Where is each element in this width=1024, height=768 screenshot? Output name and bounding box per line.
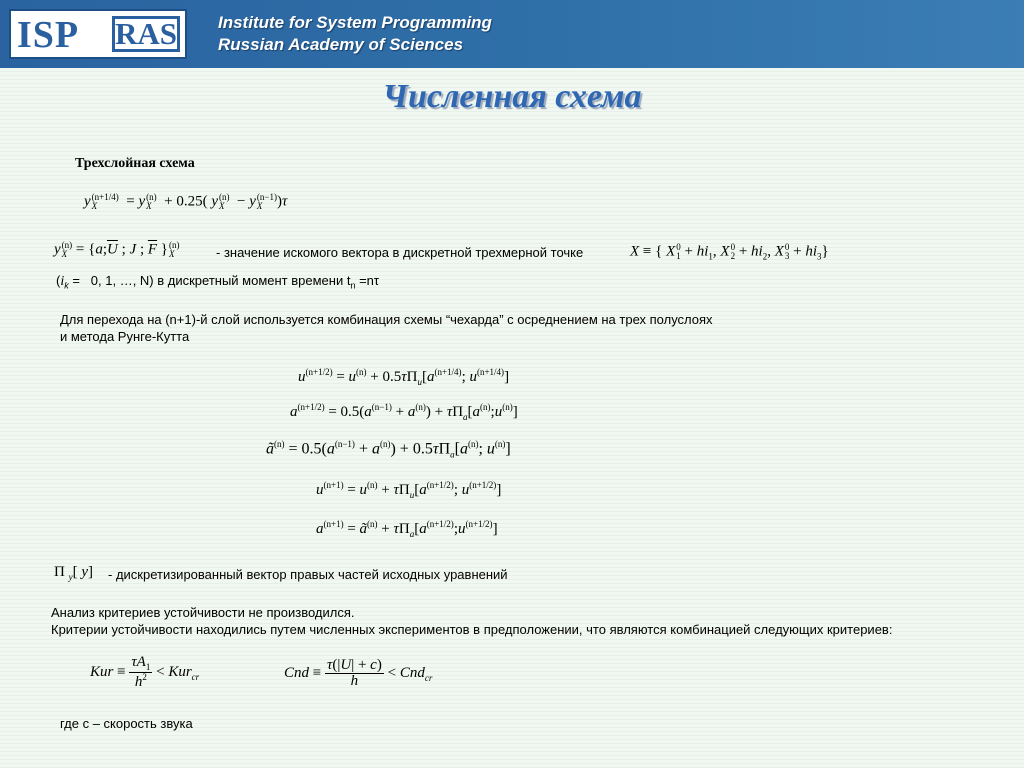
formula-kur-criterion: Kur ≡ $\frac{\tau A_1}{h^2}$ < Kur$_{cr}$ bbox=[90, 654, 200, 690]
formula-three-layer: y (n+1/4) X = y (n) X + 0.25( y (n) X − y (n−1) X )τ bbox=[84, 192, 288, 211]
stability-note-line1: Анализ критериев устойчивости не производился. bbox=[51, 605, 355, 620]
index-open-paren: ( bbox=[56, 273, 61, 288]
logo-ras-text: RAS bbox=[112, 16, 180, 52]
isp-ras-logo bbox=[9, 9, 187, 59]
formula-pi-operator: Π $_y$[ y] bbox=[54, 564, 94, 582]
academy-name: Russian Academy of Sciences bbox=[218, 35, 464, 54]
index-range-text: 0, 1, …, N) в дискретный момент времени t bbox=[90, 273, 351, 288]
time-equation: =nτ bbox=[355, 273, 380, 288]
slide-title: Численная схема bbox=[382, 78, 642, 115]
institute-name: Institute for System Programming bbox=[218, 13, 492, 32]
scheme-description-line1: Для перехода на (n+1)-й слой используется комбинация схемы “чехарда” с осреднением на трех полуслоях bbox=[60, 312, 713, 327]
vector-description: - значение искомого вектора в дискретной трехмерной точке bbox=[216, 245, 584, 260]
section-heading: Трехслойная схема bbox=[75, 156, 195, 171]
stability-note-line2: Критерии устойчивости находились путем численных экспериментов в предположении, что являются комбинацией следующих критериев: bbox=[51, 622, 893, 637]
formula-scheme-1: $u^{(n+1/2)} = u^{(n)} + 0.5\tau\Pi_u[a^{(n+1/4)}$; $u^{(n+1/4)}$] bbox=[298, 367, 510, 387]
formula-cnd-criterion: Cnd ≡ $\frac{\tau(|U| + c)}{h}$ < Cnd$_{cr}$ bbox=[284, 657, 433, 689]
formula-vector-def: y (n) X = {$a;\overline{U}$ ; J ; $\overline{F}$ } (n) X bbox=[54, 240, 180, 259]
logo-isp-text: ISP bbox=[17, 14, 80, 56]
pi-description: - дискретизированный вектор правых частей исходных уравнений bbox=[108, 567, 508, 582]
time-subscript: n bbox=[350, 280, 356, 291]
formula-scheme-3: $ã^{(n)} = 0.5(a^{(n-1)} + a^{(n)}) + 0.5\tau\Pi_a[a^{(n)}$; $u^{(n)}$] bbox=[266, 439, 511, 460]
index-description: ($i_k = 0$, 1, …, N) в дискретный момент времени $t_n =n\tau$ bbox=[56, 273, 380, 291]
formula-point-x: X ≡ { X 0 1 + $hi_1$, X 0 2 + $hi_2$, X 0 3 + $hi_3$} bbox=[630, 242, 829, 262]
formula-scheme-5: $a^{(n+1)}$ = $ã^{(n)}$ + $\tau\Pi_a[a^{(n+1/2)};u^{(n+1/2)}]$ bbox=[316, 519, 498, 539]
formula-scheme-2: $a^{(n+1/2)} = 0.5(a^{(n-1)} + a^{(n)})$ + $\tau\Pi_a[a^{(n)};u^{(n)}]$ bbox=[290, 402, 518, 422]
footnote-speed-of-sound: где c – скорость звука bbox=[60, 716, 193, 731]
formula-scheme-4: $u^{(n+1)} = u^{(n)} + \tau\Pi_u[a^{(n+1/2)}$; $u^{(n+1/2)}$] bbox=[316, 480, 502, 500]
header-banner bbox=[0, 0, 1024, 68]
scheme-description-line2: и метода Рунге-Кутта bbox=[60, 329, 190, 344]
